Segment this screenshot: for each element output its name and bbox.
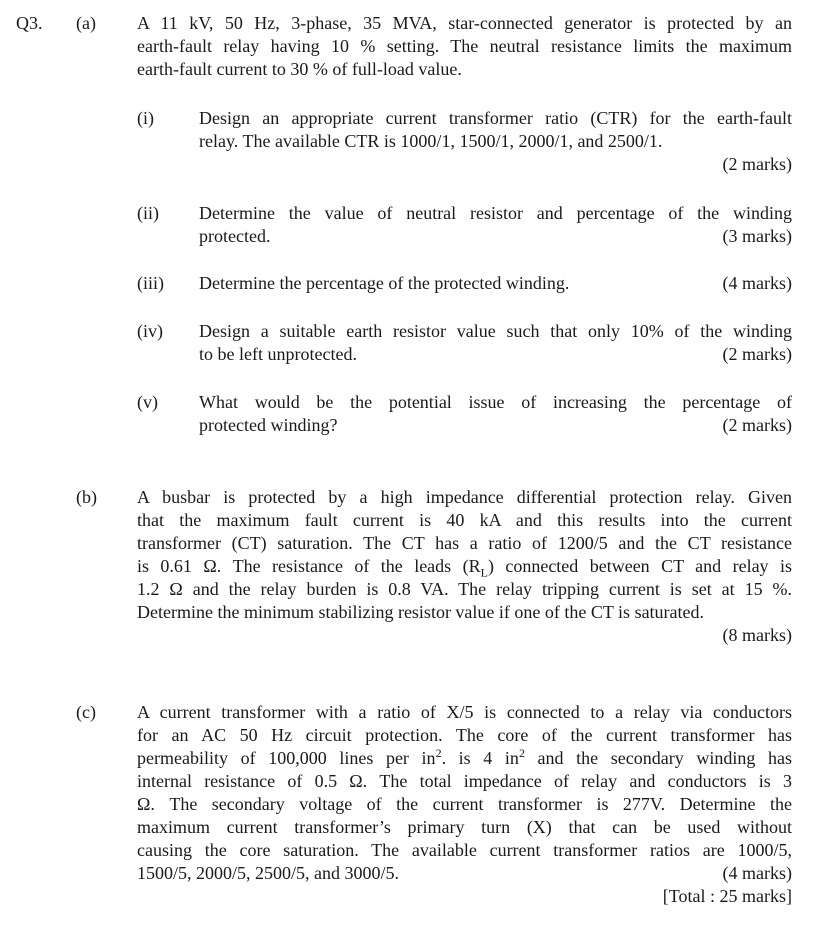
total-marks: [Total : 25 marks]	[662, 886, 792, 906]
part-a-line-3: earth-fault current to 30 % of full-load value.	[137, 59, 462, 79]
part-b-text	[137, 486, 792, 647]
subpart-iii-text	[199, 272, 792, 295]
leads-subscript: L	[480, 565, 488, 580]
question-number: Q3.	[16, 13, 43, 33]
part-b-line-1: A busbar is protected by a high impedance differential protection relay. Given	[137, 487, 792, 507]
subpart-iv-line-1: Design a suitable earth resistor value such that only 10% of the winding	[199, 321, 792, 341]
part-c-line-3: permeability of 100,000 lines per $in^2$. is 4 $in^2$ and the secondary winding has	[137, 746, 792, 768]
part-c-text	[137, 701, 792, 908]
subpart-ii-text	[199, 202, 792, 248]
subpart-v-line-2: protected winding?	[199, 415, 338, 435]
part-b-line-6: Determine the minimum stabilizing resistor value if one of the CT is saturated.	[137, 602, 705, 622]
subpart-i-marks: (2 marks)	[722, 154, 792, 174]
subpart-i-line-1: Design an appropriate current transformer ratio (CTR) for the earth-fault	[199, 108, 792, 128]
part-a-text	[137, 12, 792, 81]
subpart-i-line-2: relay. The available CTR is 1000/1, 1500/1, 2000/1, and 2500/1.	[199, 131, 663, 151]
part-c-line-4: internal resistance of 0.5 Ω. The total impedance of relay and conductors is 3	[137, 771, 792, 791]
subpart-ii-line-1: Determine the value of neutral resistor and percentage of the winding	[199, 203, 792, 223]
part-a-line-1: A 11 kV, 50 Hz, 3-phase, 35 MVA, star-connected generator is protected by an	[137, 13, 792, 33]
part-a-label: (a)	[76, 13, 96, 33]
subpart-iv-text	[199, 320, 792, 366]
subpart-iv-marks: (2 marks)	[722, 344, 792, 364]
part-b-line-4: is 0.61 Ω. The resistance of the leads $(R_L)$ connected between CT and relay is	[137, 556, 792, 580]
part-c-line-6: maximum current transformer’s primary turn (X) that can be used without	[137, 817, 792, 837]
sup-squared-2: 2	[518, 746, 525, 760]
part-b-line-5: 1.2 Ω and the relay burden is 0.8 VA. The relay tripping current is set at 15 %.	[137, 579, 792, 599]
part-c-line-2: for an AC 50 Hz circuit protection. The core of the current transformer has	[137, 725, 792, 745]
sup-squared-1: 2	[435, 746, 442, 760]
part-c-label: (c)	[76, 702, 96, 722]
part-b-label: (b)	[76, 487, 97, 507]
part-c-line-1: A current transformer with a ratio of X/5 is connected to a relay via conductors	[137, 702, 792, 722]
subpart-v-marks: (2 marks)	[722, 415, 792, 435]
subpart-ii-line-2: protected.	[199, 226, 271, 246]
subpart-iv-line-2: to be left unprotected.	[199, 344, 357, 364]
part-b-marks: (8 marks)	[722, 625, 792, 645]
subpart-iv-label: (iv)	[137, 321, 163, 341]
part-c-line-8: 1500/5, 2000/5, 2500/5, and 3000/5.	[137, 863, 399, 883]
subpart-iii-marks: (4 marks)	[722, 273, 792, 293]
subpart-v-text	[199, 391, 792, 437]
part-b-line-3: transformer (CT) saturation. The CT has a ratio of 1200/5 and the CT resistance	[137, 533, 792, 553]
subpart-v-label: (v)	[137, 392, 158, 412]
subpart-i-label: (i)	[137, 108, 154, 128]
subpart-ii-marks: (3 marks)	[722, 226, 792, 246]
part-a-line-2: earth-fault relay having 10 % setting. The neutral resistance limits the maximum	[137, 36, 792, 56]
part-b-line-2: that the maximum fault current is 40 kA and this results into the current	[137, 510, 792, 530]
part-c-line-5: Ω. The secondary voltage of the current transformer is 277V. Determine the	[137, 794, 792, 814]
part-c-line-7: causing the core saturation. The available current transformer ratios are 1000/5,	[137, 840, 792, 860]
subpart-iii-label: (iii)	[137, 273, 164, 293]
subpart-ii-label: (ii)	[137, 203, 159, 223]
part-c-marks: (4 marks)	[722, 863, 792, 883]
subpart-iii-line-1: Determine the percentage of the protected winding.	[199, 273, 570, 293]
subpart-i-text	[199, 107, 792, 176]
subpart-v-line-1: What would be the potential issue of increasing the percentage of	[199, 392, 792, 412]
